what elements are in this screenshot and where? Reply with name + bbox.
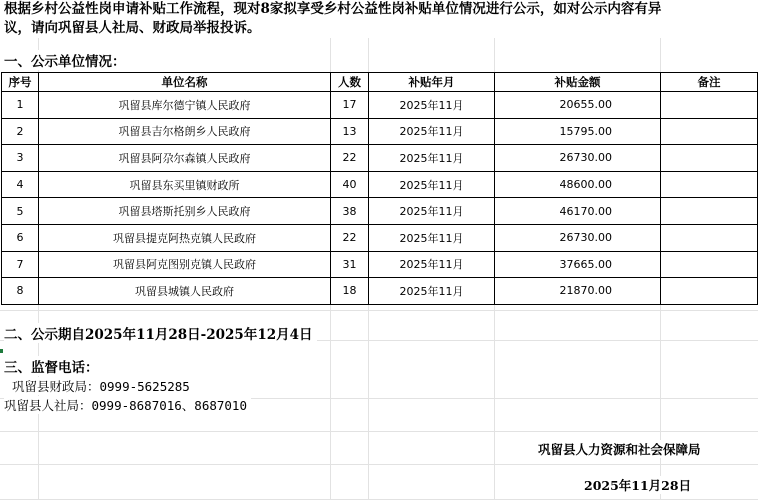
table-row <box>2 224 758 251</box>
unit-name: 巩留县塔斯托别乡人民政府 <box>39 198 331 225</box>
column-header: 补贴年月 <box>369 73 495 92</box>
headcount: 13 <box>331 118 369 145</box>
table-row <box>2 92 758 119</box>
section-title: 三、监督电话： <box>4 356 103 376</box>
unit-name: 巩留县城镇人民政府 <box>39 278 331 305</box>
subsidy-amount: 20655.00 <box>495 92 661 119</box>
row-number: 5 <box>2 198 39 225</box>
unit-name: 巩留县吉尔格朗乡人民政府 <box>39 118 331 145</box>
subsidy-month: 2025年11月 <box>369 171 495 198</box>
phone-finance: 巩留县财政局：0999-5625285 <box>12 377 194 395</box>
column-header: 补贴金额 <box>495 73 661 92</box>
section-title: 一、公示单位情况： <box>4 50 130 70</box>
subsidy-month: 2025年11月 <box>369 278 495 305</box>
subsidy-month: 2025年11月 <box>369 198 495 225</box>
row-number: 3 <box>2 145 39 172</box>
table-row <box>2 118 758 145</box>
headcount: 17 <box>331 92 369 119</box>
phone-hr: 巩留县人社局：0999-8687016、8687010 <box>4 396 251 414</box>
intro-line: 根据乡村公益性岗申请补贴工作流程，现对8家拟享受乡村公益性岗补贴单位情况进行公示，如对公示内容有异 <box>4 1 662 17</box>
unit-name: 巩留县东买里镇财政所 <box>39 171 331 198</box>
table-header-row <box>2 73 758 92</box>
table-row <box>2 145 758 172</box>
cell-comment-indicator <box>0 349 3 353</box>
remark <box>661 278 758 305</box>
table-row <box>2 171 758 198</box>
unit-name: 巩留县提克阿热克镇人民政府 <box>39 224 331 251</box>
row-number: 4 <box>2 171 39 198</box>
headcount: 22 <box>331 145 369 172</box>
subsidy-month: 2025年11月 <box>369 118 495 145</box>
subsidy-amount: 15795.00 <box>495 118 661 145</box>
row-number: 8 <box>2 278 39 305</box>
table-row <box>2 198 758 225</box>
subsidy-amount: 26730.00 <box>495 224 661 251</box>
row-number: 2 <box>2 118 39 145</box>
row-number: 1 <box>2 92 39 119</box>
headcount: 38 <box>331 198 369 225</box>
table-row <box>2 251 758 278</box>
subsidy-month: 2025年11月 <box>369 224 495 251</box>
column-header: 序号 <box>2 73 39 92</box>
remark <box>661 118 758 145</box>
headcount: 31 <box>331 251 369 278</box>
column-header: 单位名称 <box>39 73 331 92</box>
remark <box>661 224 758 251</box>
remark <box>661 92 758 119</box>
subsidy-month: 2025年11月 <box>369 92 495 119</box>
subsidy-amount: 46170.00 <box>495 198 661 225</box>
remark <box>661 251 758 278</box>
intro-paragraph <box>4 0 754 38</box>
grid-line <box>0 464 758 465</box>
row-number: 6 <box>2 224 39 251</box>
column-header: 人数 <box>331 73 369 92</box>
subsidy-amount: 21870.00 <box>495 278 661 305</box>
issue-date: 2025年11月28日 <box>584 478 692 493</box>
units-table <box>1 72 758 305</box>
intro-line: 议，请向巩留县人社局、财政局举报投诉。 <box>4 20 261 36</box>
section-title: 二、公示期自2025年11月28日-2025年12月4日 <box>4 323 317 343</box>
issuer: 巩留县人力资源和社会保障局 <box>538 442 701 457</box>
unit-name: 巩留县库尔德宁镇人民政府 <box>39 92 331 119</box>
grid-line <box>0 310 758 311</box>
table-row <box>2 278 758 305</box>
unit-name: 巩留县阿克图别克镇人民政府 <box>39 251 331 278</box>
subsidy-amount: 26730.00 <box>495 145 661 172</box>
column-header: 备注 <box>661 73 758 92</box>
headcount: 18 <box>331 278 369 305</box>
row-number: 7 <box>2 251 39 278</box>
remark <box>661 198 758 225</box>
remark <box>661 145 758 172</box>
grid-line <box>0 431 758 432</box>
remark <box>661 171 758 198</box>
subsidy-amount: 37665.00 <box>495 251 661 278</box>
subsidy-month: 2025年11月 <box>369 145 495 172</box>
subsidy-month: 2025年11月 <box>369 251 495 278</box>
headcount: 40 <box>331 171 369 198</box>
unit-name: 巩留县阿尕尔森镇人民政府 <box>39 145 331 172</box>
headcount: 22 <box>331 224 369 251</box>
subsidy-amount: 48600.00 <box>495 171 661 198</box>
